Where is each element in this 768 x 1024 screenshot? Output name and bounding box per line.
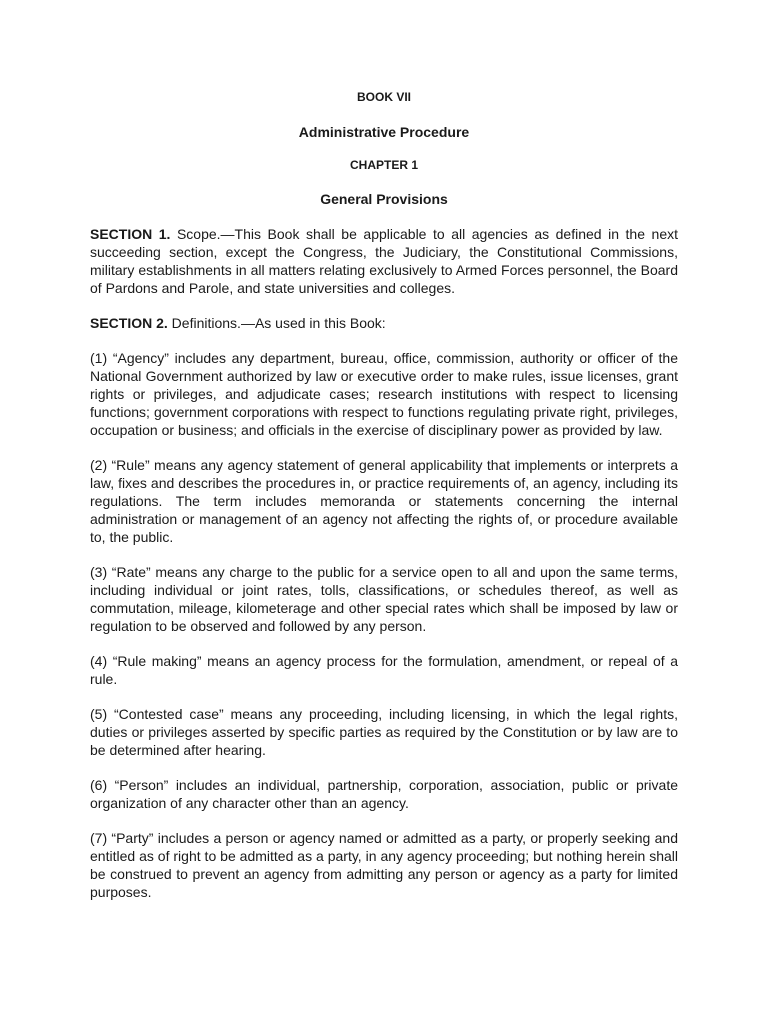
- chapter-title: General Provisions: [320, 191, 448, 207]
- section-label: SECTION 2.: [90, 315, 168, 331]
- section-1: [90, 225, 678, 297]
- definition-agency: (1) “Agency” includes any department, bureau, office, commission, authority or officer of the National Government authorized by law or executive order to make rules, issue licenses, grant rights or privileges, and adjudicate cases; research institutions with respect to licensing functions; government corporations with respect to functions regulating private right, privileges, occupation or business; and officials in the exercise of disciplinary power as provided by law.: [90, 350, 678, 438]
- document-page: [90, 90, 678, 918]
- section-label: SECTION 1.: [90, 226, 171, 242]
- book-title: Administrative Procedure: [298, 124, 470, 140]
- section-text: Scope.—This Book shall be applicable to all agencies as defined in the next succeeding section, except the Congress, the Judiciary, the Constitutional Commissions, military establishments in all matters relating exclusively to Armed Forces personnel, the Board of Pardons and Parole, and state universities and colleges.: [90, 226, 678, 296]
- section-text: Definitions.—As used in this Book:: [167, 315, 386, 331]
- definition-rule: (2) “Rule” means any agency statement of general applicability that implements or interprets a law, fixes and describes the procedures in, or practice requirements of, an agency, including its regulations. The term includes memoranda or statements concerning the internal administration or management of an agency not affecting the rights of, or procedure available to, the public.: [90, 457, 678, 545]
- definition-person: (6) “Person” includes an individual, partnership, corporation, association, public or private organization of any character other than an agency.: [90, 777, 678, 811]
- book-heading: BOOK VII: [356, 90, 411, 104]
- definition-contested-case: (5) “Contested case” means any proceeding, including licensing, in which the legal rights, duties or privileges asserted by specific parties as required by the Constitution or by law are to be determined after hearing.: [90, 706, 678, 758]
- definition-party: (7) “Party” includes a person or agency named or admitted as a party, or properly seeking and entitled as of right to be admitted as a party, in any agency proceeding; but nothing herein shall be construed to prevent an agency from admitting any person or agency as a party for limited purposes.: [90, 830, 678, 900]
- definition-rate: (3) “Rate” means any charge to the public for a service open to all and upon the same terms, including individual or joint rates, tolls, classifications, or schedules thereof, as well as commutation, mileage, kilometerage and other special rates which shall be imposed by law or regulation to be observed and followed by any person.: [90, 564, 678, 634]
- chapter-heading: CHAPTER 1: [349, 158, 418, 172]
- definition-rule-making: (4) “Rule making” means an agency process for the formulation, amendment, or repeal of a rule.: [90, 653, 678, 687]
- section-2: [90, 314, 678, 332]
